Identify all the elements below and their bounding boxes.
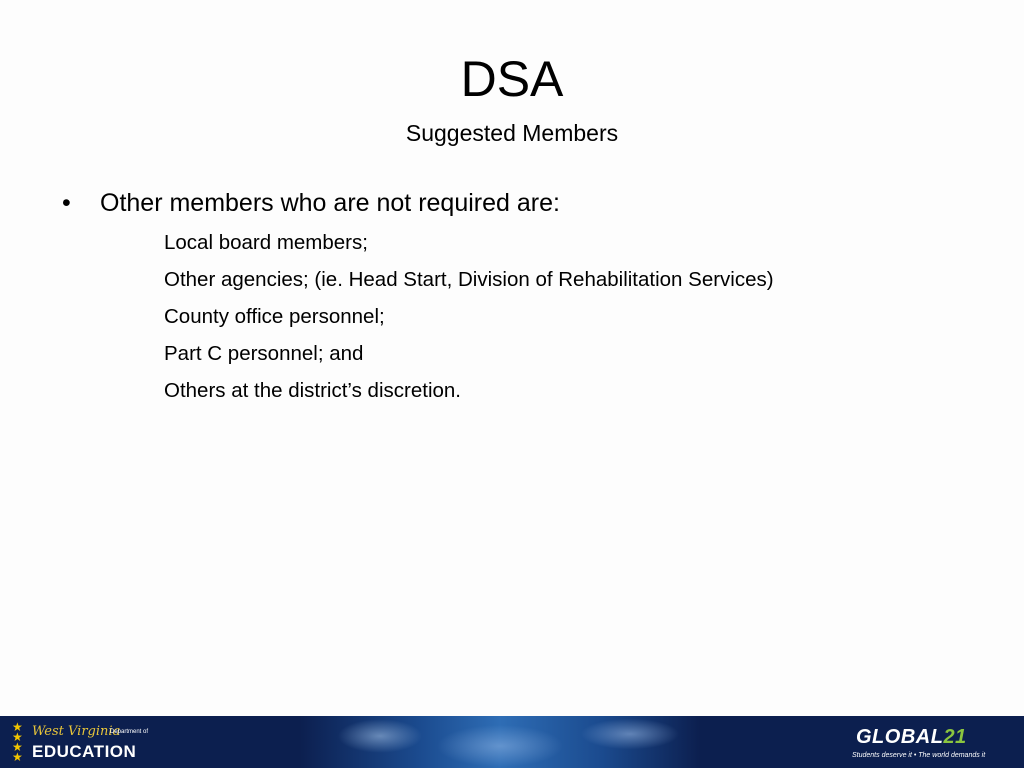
global-tagline: Students deserve it • The world demands it	[852, 752, 986, 759]
world-map-image	[300, 716, 700, 768]
sub-item: Other agencies; (ie. Head Start, Division of Rehabilitation Services)	[164, 268, 774, 291]
star-icon: ★ ★ ★ ★	[12, 720, 23, 764]
wv-education-logo	[12, 722, 162, 764]
bullet-item	[62, 186, 560, 220]
global-word-text: GLOBAL	[856, 726, 944, 748]
sub-item: County office personnel;	[164, 305, 385, 328]
global-number: 21	[943, 726, 967, 748]
global21-logo	[852, 726, 1022, 766]
global-word	[856, 726, 967, 749]
sub-item-list	[164, 224, 774, 409]
footer-banner	[0, 716, 1024, 768]
logo-dept-text: Department of	[110, 729, 149, 735]
logo-name-text: EDUCATION	[32, 742, 137, 761]
logo-script-text: West Virginia	[32, 724, 121, 739]
sub-item: Local board members;	[164, 231, 368, 254]
sub-item: Others at the district’s discretion.	[164, 379, 461, 402]
slide-title: DSA	[460, 51, 564, 107]
bullet-icon: •	[62, 189, 71, 217]
slide-subtitle: Suggested Members	[405, 120, 619, 146]
sub-item: Part C personnel; and	[164, 342, 364, 365]
bullet-text: Other members who are not required are:	[100, 189, 560, 217]
